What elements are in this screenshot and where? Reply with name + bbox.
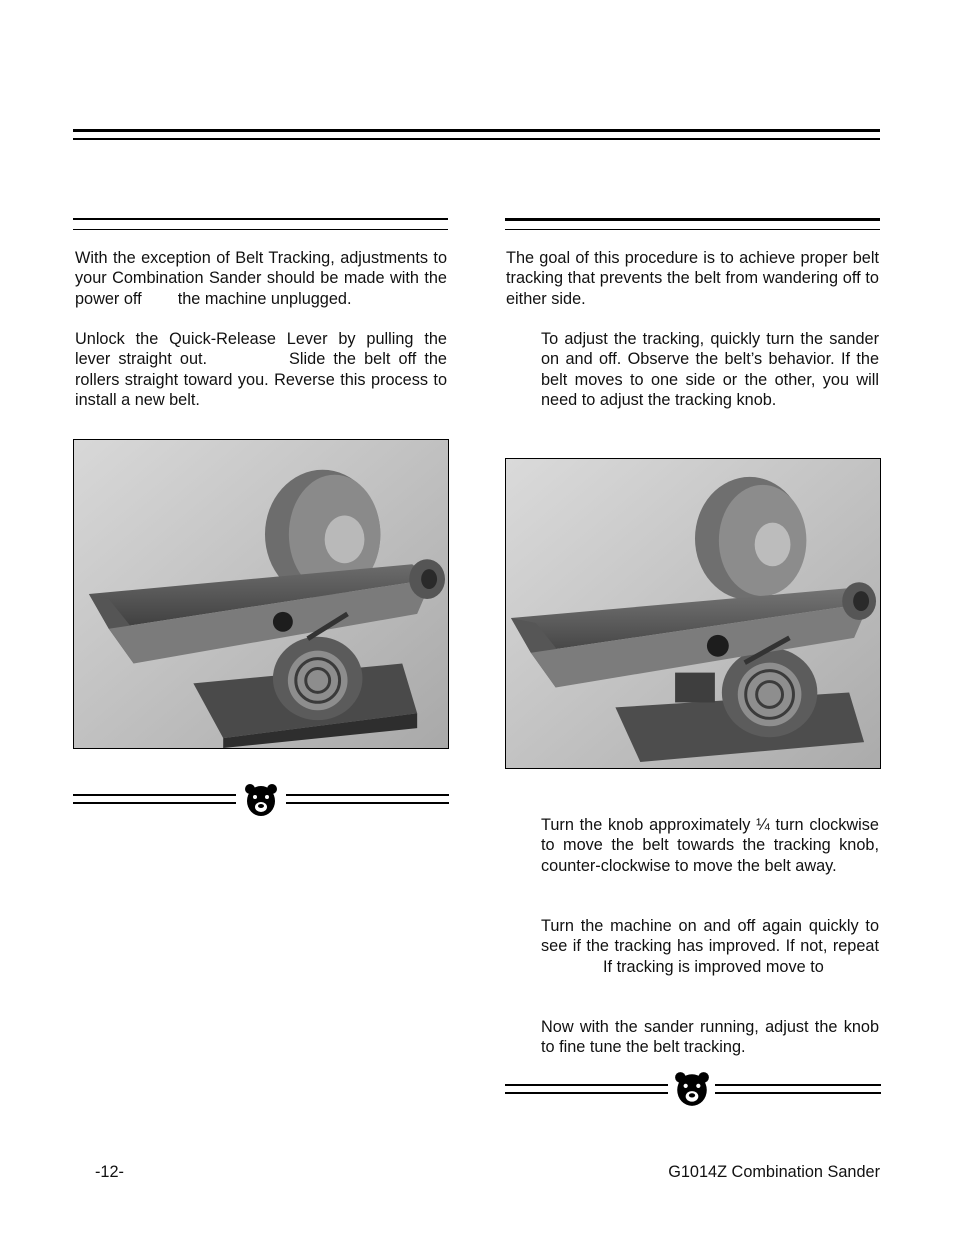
- footer-product-name: G1014Z Combination Sander: [668, 1163, 880, 1181]
- left-paragraph-1-tail: the machine unplugged.: [177, 289, 352, 308]
- right-step-4: Now with the sander running, adjust the knob to fine tune the belt tracking.: [541, 1018, 879, 1057]
- left-section-rule-bottom: [73, 229, 448, 230]
- left-section-rule-top: [73, 218, 448, 220]
- right-section-rule-top: [505, 218, 880, 221]
- right-step-3-text-b: If tracking is improved move to: [603, 957, 824, 976]
- left-paragraph-1: [75, 248, 447, 309]
- right-step-3: [541, 916, 879, 977]
- left-bear-divider: [73, 782, 449, 818]
- left-paragraph-2: [75, 329, 447, 410]
- right-step-3-text-a: Turn the machine on and off again quickly to see if the tracking has improved. If not, repeat: [541, 917, 879, 956]
- bear-logo-icon: [673, 1070, 711, 1108]
- left-paragraph-2-text-a: Unlock the Quick-Release Lever by pulling the lever straight out.: [75, 330, 447, 369]
- right-step-1: To adjust the tracking, quickly turn the sander on and off. Observe the belt’s behavior. If the belt moves to one side or the other, you will need to adjust the tracking knob.: [541, 330, 879, 409]
- header-rule-top: [73, 129, 880, 132]
- right-paragraph-1: The goal of this procedure is to achieve proper belt tracking that prevents the belt from wandering off to either side.: [506, 249, 879, 308]
- sander-photo-tracking-knob: [505, 458, 881, 769]
- right-step-2: Turn the knob approximately ¼ turn clockwise to move the belt towards the tracking knob, counter-clockwise to move the belt away.: [541, 816, 879, 875]
- bear-logo-icon: [243, 782, 279, 818]
- left-paragraph-1-text: With the exception of Belt Tracking, adjustments to your Combination Sander should be made with the power off: [75, 249, 447, 308]
- right-bear-divider: [505, 1070, 881, 1108]
- right-section-rule-bottom: [505, 229, 880, 230]
- left-paragraph-2-text-b: Slide the belt off the rollers straight toward you. Reverse this process to install a new belt.: [75, 350, 447, 409]
- sander-photo-belt-removal: [73, 439, 449, 749]
- page-number: -12-: [95, 1163, 124, 1181]
- header-rule-bottom: [73, 138, 880, 140]
